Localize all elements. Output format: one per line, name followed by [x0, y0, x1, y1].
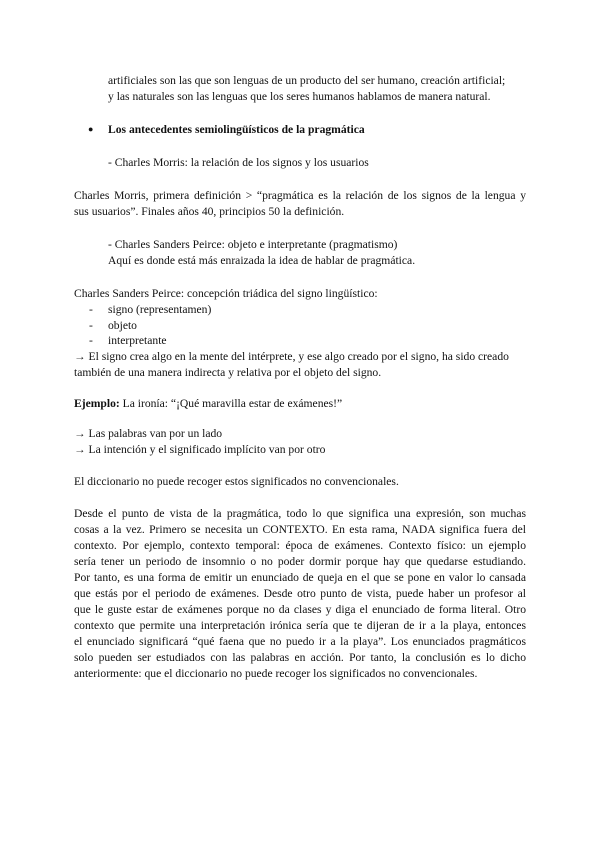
peirce-item-line-1: - Charles Sanders Peirce: objeto e interpretante (pragmatismo) [108, 238, 398, 251]
peirce-note-line-2: también de una manera indirecta y relativa por el objeto del signo. [74, 366, 382, 379]
example-line [74, 396, 342, 411]
morris-paragraph-line-2: sus usuarios”. Finales años 40, principios 50 la definición. [74, 205, 345, 218]
final-paragraph-line: el enunciado significará “qué faena que no puedo ir a la playa”. Los enunciados pragmáticos [74, 635, 526, 648]
bullet-icon: ● [88, 124, 94, 134]
example-label: Ejemplo: [74, 397, 120, 410]
final-paragraph-line: cosas a la vez. Primero se necesita un CONTEXTO. En esta rama, NADA significa fuera del [74, 523, 526, 536]
morris-item: - Charles Morris: la relación de los signos y los usuarios [108, 156, 369, 169]
list-marker: - [89, 303, 93, 316]
example-arrow-1: → Las palabras van por un lado [74, 427, 223, 440]
list-marker: - [89, 334, 93, 347]
final-paragraph-line: que estás por el periodo de exámenes. Desde otro punto de vista, puede haber un profesor al [74, 587, 526, 600]
list-marker: - [89, 319, 93, 332]
final-paragraph-line: solo pueden ser estudiados con las palabras en acción. Por tanto, la conclusión es lo dicho [74, 651, 526, 664]
final-paragraph-line: Por tanto, es una forma de emitir un enunciado de queja en el que se pone en valor lo cansada [74, 571, 526, 584]
list-item-signo: signo (representamen) [108, 303, 212, 316]
example-arrow-2: → La intención y el significado implícito van por otro [74, 443, 326, 456]
final-paragraph-line: contexto. Por ejemplo, contexto temporal: época de exámenes. Contexto físico: un ejemplo [74, 539, 526, 552]
peirce-item-line-2: Aquí es donde está más enraizada la idea de hablar de pragmática. [108, 254, 416, 267]
final-paragraph-line: Desde el punto de vista de la pragmática, todo lo que significa una expresión, son muchas [74, 507, 526, 520]
intro-line-1: artificiales son las que son lenguas de un producto del ser humano, creación artificial; [108, 74, 506, 87]
morris-paragraph-line-1: Charles Morris, primera definición > “pragmática es la relación de los signos de la lengua y [74, 189, 526, 202]
peirce-note-line-1: → El signo crea algo en la mente del intérprete, y ese algo creado por el signo, ha sido creado [74, 350, 509, 363]
final-paragraph-line: contexto que permite una interpretación irónica sería que te dijeran de ir a la playa, entonces [74, 619, 526, 632]
final-paragraph-line: que le guste estar de exámenes porque no da clases y diga el enunciado de forma literal. Otro [74, 603, 526, 616]
final-paragraph-last-line: anteriormente: que el diccionario no puede recoger los significados no convencionales. [74, 667, 478, 680]
section-heading: Los antecedentes semiolingüísticos de la pragmática [108, 123, 365, 136]
list-item-interpretante: interpretante [108, 334, 167, 347]
list-item-objeto: objeto [108, 319, 137, 332]
example-text: La ironía: “¡Qué maravilla estar de exámenes!” [119, 397, 343, 410]
dictionary-note: El diccionario no puede recoger estos significados no convencionales. [74, 475, 399, 488]
final-paragraph-line: sería tener un periodo de insomnio o no poder dormir porque hay que quedarse estudiando. [74, 555, 526, 568]
intro-line-2: y las naturales son las lenguas que los seres humanos hablamos de manera natural. [108, 90, 491, 103]
peirce-intro: Charles Sanders Peirce: concepción triádica del signo lingüístico: [74, 287, 378, 300]
